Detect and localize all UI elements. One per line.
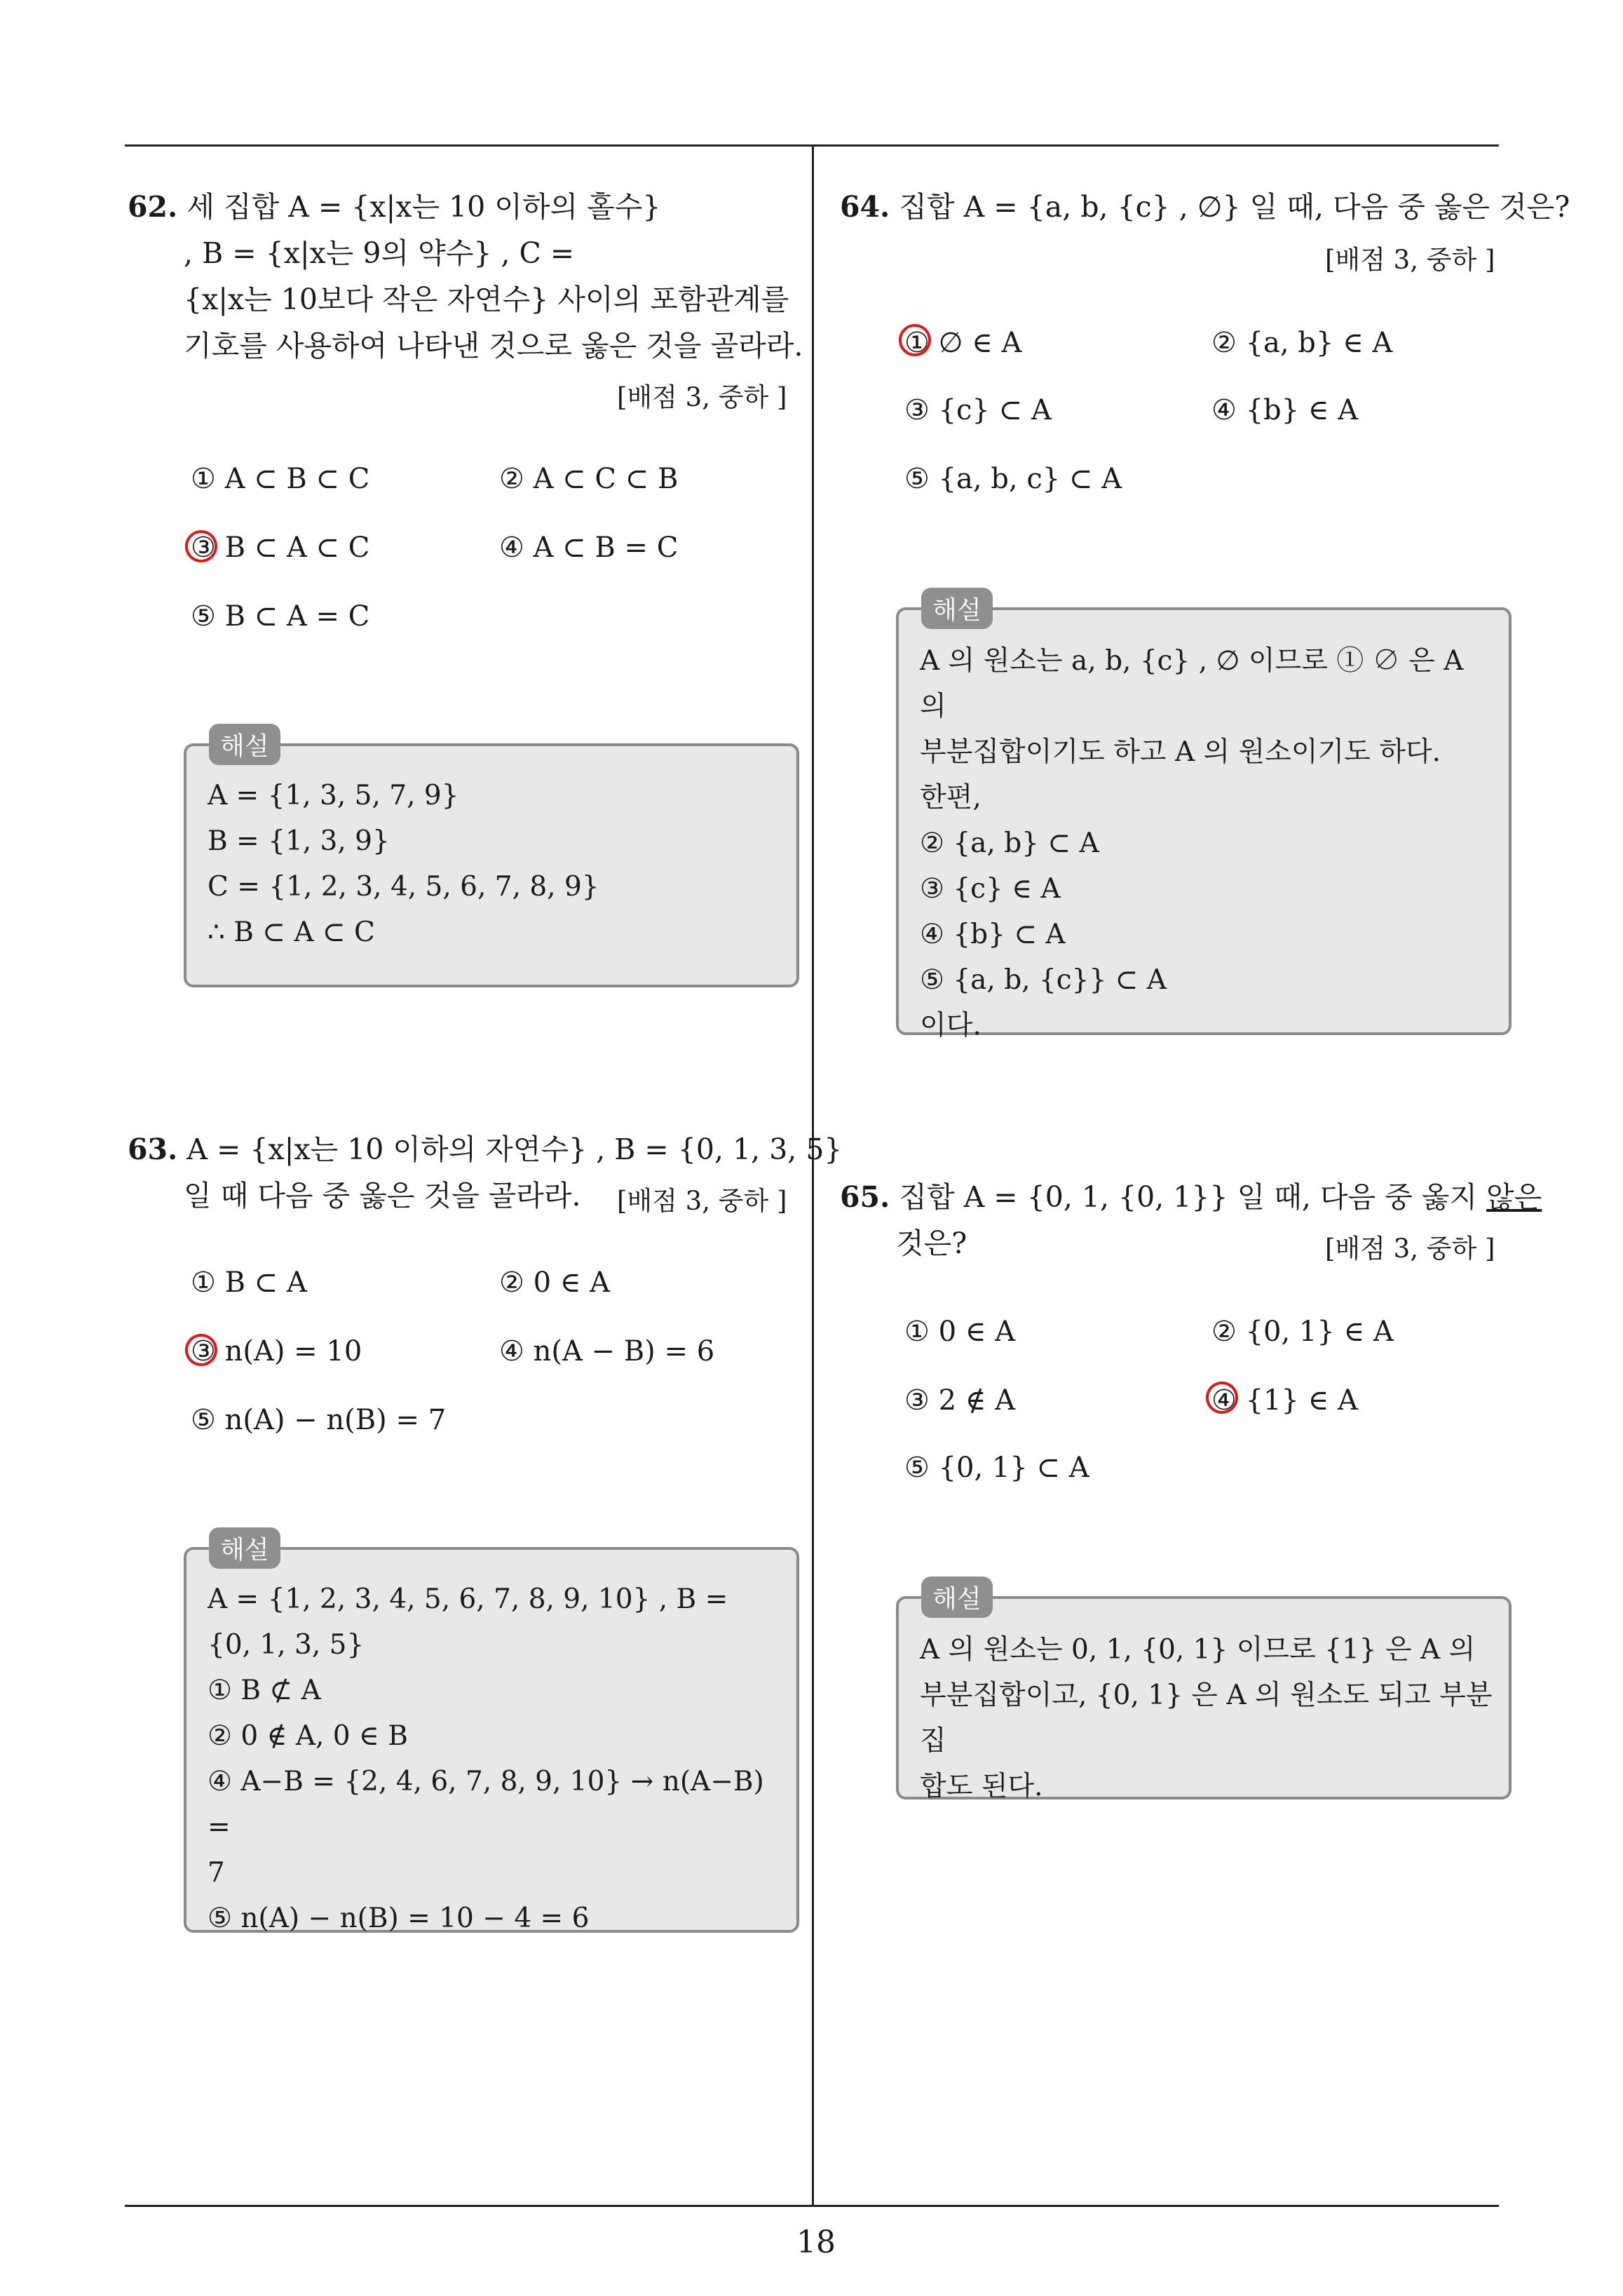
solution-line: B = {1, 3, 9} <box>208 825 390 857</box>
solution-line: C = {1, 2, 3, 4, 5, 6, 7, 8, 9} <box>208 871 599 903</box>
solution-line: ⑤ n(A) − n(B) = 10 − 4 = 6 <box>208 1903 590 1934</box>
choice-1[interactable]: ① ∅ ∈ A <box>904 327 1022 359</box>
emphasized-word: 않은 <box>1486 1180 1542 1214</box>
solution-line: 부분집합이고, {0, 1} 은 A 의 원소도 되고 부분집 <box>920 1680 1493 1757</box>
solution-line: ④ A−B = {2, 4, 6, 7, 8, 9, 10} → n(A−B) = <box>208 1766 764 1843</box>
solution-line: 7 <box>208 1857 225 1889</box>
solution-line: ① B ⊄ A <box>208 1675 321 1706</box>
solution-line: 이다. <box>920 1010 982 1041</box>
points-label: [배점 3, 중하 ] <box>617 382 787 412</box>
solution-tag: 해설 <box>209 1527 280 1569</box>
page-number: 18 <box>796 2224 836 2260</box>
choice-4[interactable]: ④ {b} ∈ A <box>1211 394 1359 426</box>
solution-line: 합도 된다. <box>920 1771 1043 1802</box>
points-label: [배점 3, 중하 ] <box>1325 1234 1495 1264</box>
solution-line: ② 0 ∉ A, 0 ∈ B <box>208 1720 408 1752</box>
solution-line: ④ {b} ⊂ A <box>920 919 1066 950</box>
choice-5[interactable]: ⑤ n(A) − n(B) = 7 <box>191 1404 447 1436</box>
solution-line: ③ {c} ∈ A <box>920 873 1061 905</box>
solution-tag: 해설 <box>921 588 993 629</box>
question-text-line: , B = {x|x는 9의 약수} , C = <box>184 236 575 270</box>
solution-line: ⑤ {a, b, {c}} ⊂ A <box>920 964 1167 996</box>
choice-4[interactable]: ④ {1} ∈ A <box>1211 1384 1358 1417</box>
question-text-line: 세 집합 A = {x|x는 10 이하의 홀수} <box>186 190 661 224</box>
question-text-line: {x|x는 10보다 작은 자연수} 사이의 포함관계를 <box>184 283 789 316</box>
solution-line: 부분집합이기도 하고 A 의 원소이기도 하다. <box>920 736 1441 768</box>
solution-line: A = {1, 3, 5, 7, 9} <box>208 780 459 811</box>
choice-5[interactable]: ⑤ B ⊂ A = C <box>191 600 370 633</box>
choice-5[interactable]: ⑤ {a, b, c} ⊂ A <box>904 463 1122 495</box>
choice-3[interactable]: ③ B ⊂ A ⊂ C <box>191 532 370 564</box>
solution-line: ∴ B ⊂ A ⊂ C <box>208 917 375 948</box>
question-number: 64. <box>840 190 890 224</box>
solution-line: 한편, <box>920 782 982 813</box>
solution-line: ② {a, b} ⊂ A <box>920 828 1099 859</box>
question-text-line: 것은? <box>896 1227 967 1260</box>
question-text-line: 집합 A = {a, b, {c} , ∅} 일 때, 다음 중 옳은 것은? <box>899 190 1570 224</box>
choice-1[interactable]: ① 0 ∈ A <box>904 1316 1015 1348</box>
choice-2[interactable]: ② 0 ∈ A <box>499 1267 610 1299</box>
solution-line: A 의 원소는 a, b, {c} , ∅ 이므로 ① ∅ 은 A 의 <box>920 645 1464 722</box>
choice-5[interactable]: ⑤ {0, 1} ⊂ A <box>904 1452 1089 1484</box>
solution-tag: 해설 <box>921 1576 993 1618</box>
points-label: [배점 3, 중하 ] <box>617 1186 787 1216</box>
question-number: 62. <box>128 190 178 224</box>
column-divider <box>812 144 814 2206</box>
points-label: [배점 3, 중하 ] <box>1325 245 1495 275</box>
question-text-line: 집합 A = {0, 1, {0, 1}} 일 때, 다음 중 옳지 <box>899 1180 1487 1214</box>
choice-1[interactable]: ① B ⊂ A <box>191 1267 307 1299</box>
choice-2[interactable]: ② {a, b} ∈ A <box>1211 327 1393 359</box>
solution-line: A 의 원소는 0, 1, {0, 1} 이므로 {1} 은 A 의 <box>920 1634 1476 1666</box>
solution-line: {0, 1, 3, 5} <box>208 1629 365 1661</box>
question-number: 63. <box>128 1133 178 1166</box>
choice-2[interactable]: ② {0, 1} ∈ A <box>1211 1316 1394 1348</box>
choice-1[interactable]: ① A ⊂ B ⊂ C <box>191 463 370 495</box>
question-text-line: A = {x|x는 10 이하의 자연수} , B = {0, 1, 3, 5} <box>186 1133 843 1166</box>
choice-4[interactable]: ④ n(A − B) = 6 <box>499 1335 715 1368</box>
choice-3[interactable]: ③ {c} ⊂ A <box>904 394 1052 426</box>
bottom-rule <box>125 2205 1499 2207</box>
question-text-line: 일 때 다음 중 옳은 것을 골라라. <box>184 1179 581 1213</box>
solution-line: A = {1, 2, 3, 4, 5, 6, 7, 8, 9, 10} , B = <box>208 1583 728 1615</box>
choice-4[interactable]: ④ A ⊂ B = C <box>499 532 679 564</box>
question-text-line: 기호를 사용하여 나타낸 것으로 옳은 것을 골라라. <box>184 329 803 363</box>
solution-tag: 해설 <box>209 724 280 765</box>
choice-3[interactable]: ③ n(A) = 10 <box>191 1335 362 1368</box>
choice-3[interactable]: ③ 2 ∉ A <box>904 1384 1015 1417</box>
choice-2[interactable]: ② A ⊂ C ⊂ B <box>499 463 679 495</box>
question-number: 65. <box>840 1180 890 1214</box>
